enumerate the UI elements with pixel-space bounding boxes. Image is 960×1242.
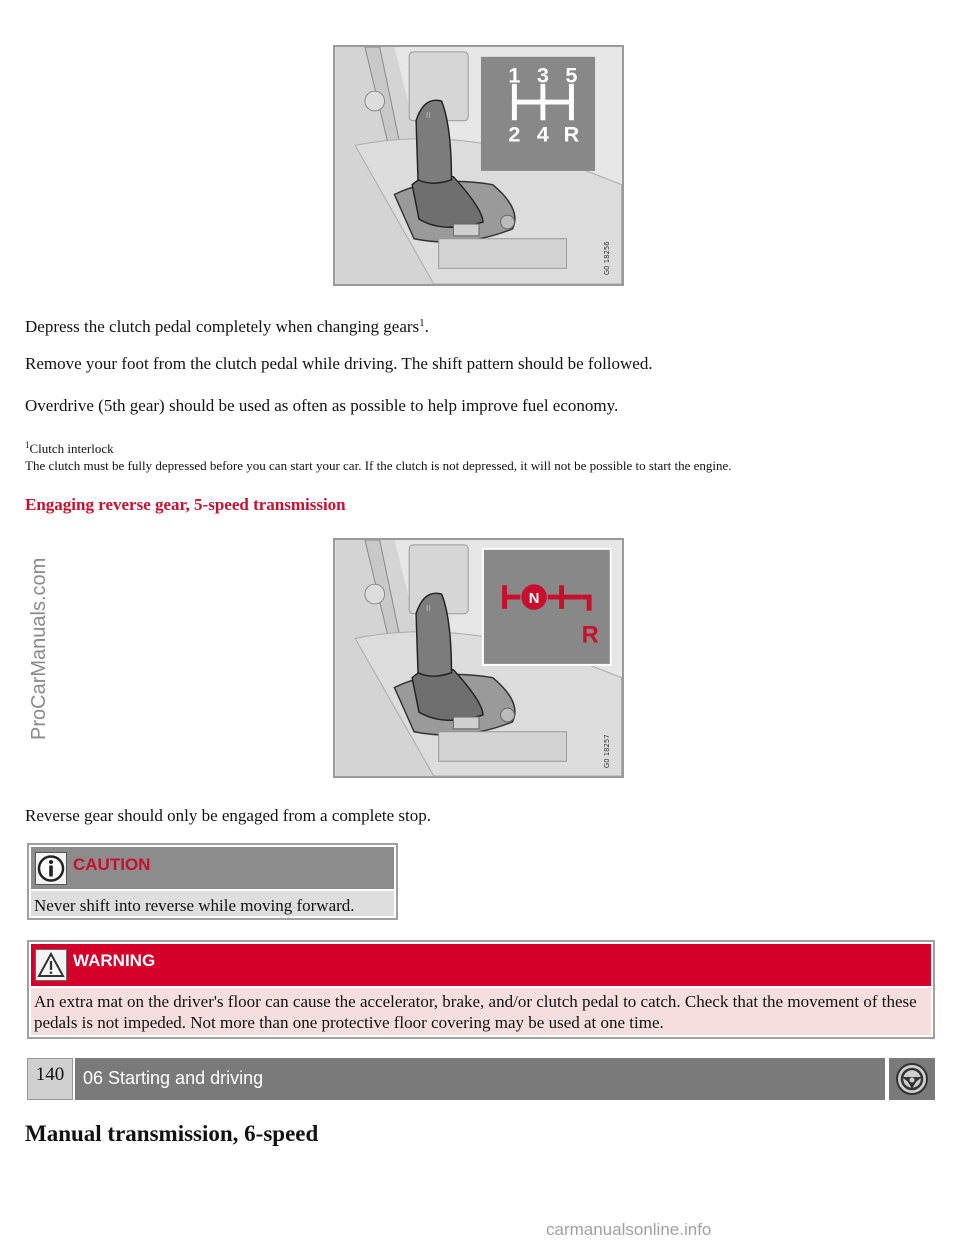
footnote-text: The clutch must be fully depressed before you can start your car. If the clutch is not depressed, it will not be possible to start the engine. bbox=[25, 458, 732, 473]
caution-header bbox=[31, 847, 394, 889]
next-section-heading: Manual transmission, 6-speed bbox=[25, 1121, 319, 1146]
caution-label: CAUTION bbox=[73, 855, 151, 874]
warning-triangle-icon bbox=[35, 949, 67, 981]
gear-label-5: 5 bbox=[565, 62, 578, 88]
shift-pattern-figure bbox=[333, 45, 624, 286]
warning-box bbox=[27, 940, 935, 1039]
neutral-label: N bbox=[528, 590, 540, 607]
footnote-title: $^1$Clutch interlock bbox=[25, 440, 114, 456]
reverse-illustration bbox=[335, 540, 622, 776]
figure-code: G0 18257 bbox=[602, 734, 611, 769]
paragraph-remove-foot: Remove your foot from the clutch pedal while driving. The shift pattern should be followed. bbox=[25, 354, 653, 373]
warning-header bbox=[31, 944, 931, 986]
figure-code: G0 18256 bbox=[602, 241, 611, 276]
shifter-illustration bbox=[335, 47, 622, 284]
reverse-gear-figure bbox=[333, 538, 624, 778]
bottom-watermark: carmanualsonline.info bbox=[546, 1220, 712, 1239]
paragraph-reverse-stop: Reverse gear should only be engaged from a complete stop. bbox=[25, 806, 431, 825]
gear-label-3: 3 bbox=[536, 62, 549, 88]
svg-text:⁝⁝: ⁝⁝ bbox=[425, 110, 431, 120]
page-number: 140 bbox=[27, 1058, 73, 1100]
steering-wheel-icon bbox=[887, 1058, 935, 1100]
gear-label-r: R bbox=[563, 121, 580, 147]
warning-label: WARNING bbox=[73, 951, 156, 970]
gear-label-4: 4 bbox=[536, 121, 549, 147]
page-footer-bar bbox=[27, 1058, 935, 1100]
info-icon bbox=[35, 852, 67, 885]
side-watermark: ProCarManuals.com bbox=[28, 557, 50, 740]
gear-label-1: 1 bbox=[508, 62, 521, 88]
gear-label-2: 2 bbox=[508, 121, 521, 147]
caution-box bbox=[27, 843, 398, 920]
footnote-ref: 1 bbox=[419, 317, 425, 329]
paragraph-depress: Depress the clutch pedal completely when changing gears$^1$. bbox=[25, 317, 429, 336]
reverse-label: R bbox=[581, 622, 599, 649]
warning-text: An extra mat on the driver's floor can cause the accelerator, brake, and/or clutch pedal to catch. Check that the movement of these pedals is not impeded. Not more than one protective floor covering may be used at one time. bbox=[31, 988, 931, 1035]
paragraph-overdrive: Overdrive (5th gear) should be used as often as possible to help improve fuel economy. bbox=[25, 396, 619, 415]
section-heading: Engaging reverse gear, 5-speed transmission bbox=[25, 495, 346, 514]
svg-text:⁝⁝: ⁝⁝ bbox=[425, 603, 431, 613]
caution-text: Never shift into reverse while moving forward. bbox=[31, 891, 394, 916]
chapter-title: 06 Starting and driving bbox=[75, 1058, 885, 1100]
